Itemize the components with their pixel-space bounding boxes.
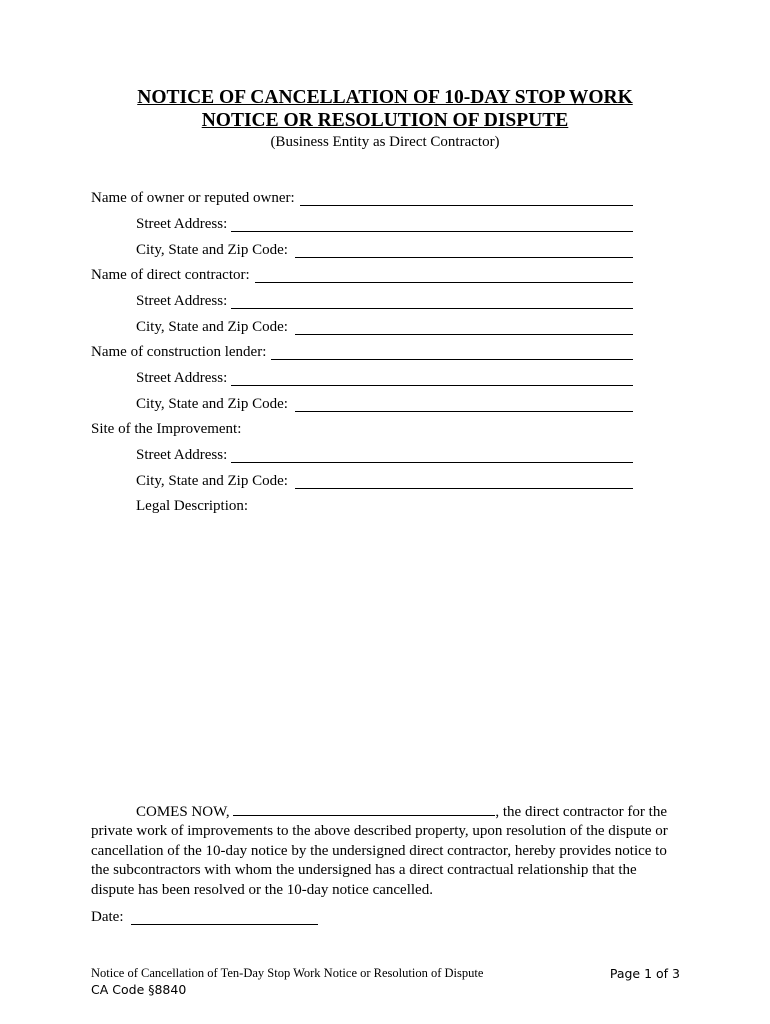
site-city-label: City, State and Zip Code: — [136, 473, 288, 489]
contractor-city-field[interactable] — [136, 318, 288, 336]
footer-title: Notice of Cancellation of Ten-Day Stop Work Notice or Resolution of Dispute — [91, 966, 484, 980]
code-reference: CA Code §8840 — [91, 982, 187, 997]
site-city-blank[interactable] — [295, 488, 633, 489]
site-legal-label: Legal Description: — [136, 498, 249, 514]
owner-name-field[interactable] — [91, 189, 295, 207]
site-street-blank[interactable] — [231, 462, 633, 463]
lender-street-label: Street Address: — [136, 370, 228, 386]
lender-name-blank[interactable] — [271, 359, 633, 360]
contractor-city-blank[interactable] — [295, 334, 633, 335]
contractor-name-field[interactable] — [91, 266, 250, 284]
lender-street-field[interactable] — [136, 369, 227, 387]
date-label: Date: — [91, 909, 124, 925]
subtitle: (Business Entity as Direct Contractor) — [270, 134, 500, 150]
lender-city-blank[interactable] — [295, 411, 633, 412]
page-number: Page 1 of 3 — [609, 966, 680, 981]
contractor-name-label: Name of direct contractor: — [91, 267, 250, 283]
contractor-street-label: Street Address: — [136, 293, 228, 309]
title-line-1: NOTICE OF CANCELLATION OF 10-DAY STOP WORK — [137, 87, 633, 108]
title-line-2: NOTICE OR RESOLUTION OF DISPUTE — [201, 110, 569, 131]
contractor-street-field[interactable] — [136, 292, 227, 310]
date-blank[interactable] — [131, 924, 318, 925]
contractor-name-blank[interactable] — [255, 282, 633, 283]
contractor-name-inline-blank[interactable] — [233, 801, 495, 816]
site-street-label: Street Address: — [136, 447, 228, 463]
owner-name-blank[interactable] — [300, 205, 633, 206]
contractor-city-label: City, State and Zip Code: — [136, 319, 288, 335]
statement-body: private work of improvements to the above described property, upon resolution of the dispute or cancellation of the 10-day notice by the undersigned direct contractor, hereby provides notice to the subcontractors with whom the undersigned has a direct contractual relationship that the dispute has been resolved or the 10-day notice cancelled. — [91, 823, 668, 898]
owner-street-field[interactable] — [136, 215, 227, 233]
owner-name-label: Name of owner or reputed owner: — [91, 190, 295, 206]
comes-now-continued: , the direct contractor for the — [495, 804, 667, 820]
site-city-field[interactable] — [136, 472, 288, 490]
owner-city-label: City, State and Zip Code: — [136, 242, 288, 258]
owner-city-field[interactable] — [136, 241, 288, 259]
site-heading: Site of the Improvement: — [91, 421, 242, 437]
statement-paragraph — [91, 801, 672, 900]
owner-street-label: Street Address: — [136, 216, 228, 232]
comes-now-text: COMES NOW, — [136, 804, 230, 820]
lender-city-field[interactable] — [136, 395, 288, 413]
lender-name-label: Name of construction lender: — [91, 344, 267, 360]
owner-street-blank[interactable] — [231, 231, 633, 232]
lender-city-label: City, State and Zip Code: — [136, 396, 288, 412]
contractor-street-blank[interactable] — [231, 308, 633, 309]
lender-street-blank[interactable] — [231, 385, 633, 386]
site-street-field[interactable] — [136, 446, 227, 464]
lender-name-field[interactable] — [91, 343, 266, 361]
owner-city-blank[interactable] — [295, 257, 633, 258]
date-field[interactable] — [91, 908, 123, 926]
